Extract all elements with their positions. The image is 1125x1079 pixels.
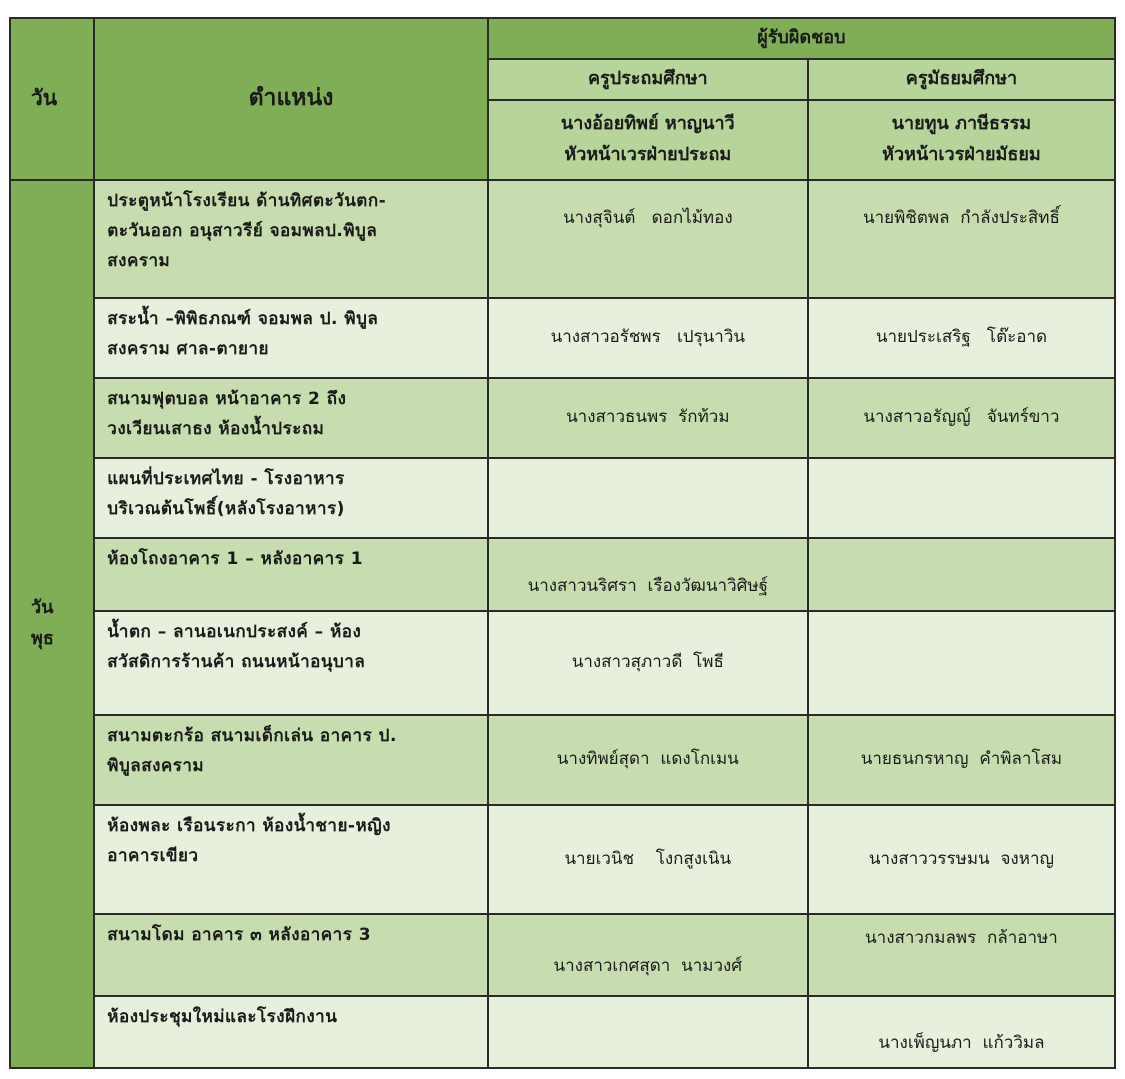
primary-teacher-cell: นางสาวสุภาวดี โพธี xyxy=(488,611,808,715)
secondary-teacher-cell: นางสาววรรษมน จงหาญ xyxy=(808,805,1115,914)
day-line-1: วัน xyxy=(31,597,54,619)
primary-teacher-cell: นางสาวอรัชพร เปรุนาวิน xyxy=(488,298,808,378)
position-cell: ห้องโถงอาคาร 1 – หลังอาคาร 1 xyxy=(94,538,487,611)
responsible-header: ผู้รับผิดชอบ xyxy=(488,18,1115,59)
day-line-2: พุธ xyxy=(31,628,54,649)
table-row xyxy=(10,715,1115,805)
position-cell: สระน้ำ –พิพิธภณฑ์ จอมพล ป. พิบูล สงคราม ศาล-ตายาย xyxy=(94,298,487,378)
day-cell xyxy=(10,180,94,1068)
table-row xyxy=(10,996,1115,1068)
position-cell: สนามฟุตบอล หน้าอาคาร 2 ถึง วงเวียนเสาธง ห้องน้ำประถม xyxy=(94,378,487,458)
primary-head-title: หัวหน้าเวรฝ่ายประถม xyxy=(564,144,732,165)
secondary-teacher-cell: นางเพ็ญนภา แก้ววิมล xyxy=(808,996,1115,1068)
day-header: วัน xyxy=(10,18,94,180)
table-row xyxy=(10,378,1115,458)
primary-teacher-cell: นายเวนิช โงกสูงเนิน xyxy=(488,805,808,914)
position-cell: สนามโดม อาคาร ๓ หลังอาคาร 3 xyxy=(94,914,487,996)
secondary-head-cell xyxy=(808,100,1115,180)
secondary-head-title: หัวหน้าเวรฝ่ายมัธยม xyxy=(882,144,1041,165)
secondary-teacher-cell: นางสาวกมลพร กล้าอาษา xyxy=(808,914,1115,996)
table-row xyxy=(10,805,1115,914)
position-cell: แผนที่ประเทศไทย - โรงอาหาร บริเวณต้นโพธิ์(หลังโรงอาหาร) xyxy=(94,458,487,538)
primary-teacher-cell: นางทิพย์สุดา แดงโกเมน xyxy=(488,715,808,805)
table-row xyxy=(10,538,1115,611)
secondary-teacher-cell xyxy=(808,538,1115,611)
position-cell: ประตูหน้าโรงเรียน ด้านทิศตะวันตก- ตะวันออก อนุสาวรีย์ จอมพลป.พิบูล สงคราม xyxy=(94,180,487,298)
primary-head-name: นางอ้อยทิพย์ หาญนาวี xyxy=(560,113,735,135)
table-row xyxy=(10,180,1115,298)
primary-teacher-cell: นางสาวนริศรา เรืองวัฒนาวิศิษฐ์ xyxy=(488,538,808,611)
secondary-teacher-cell: นายพิชิตพล กำลังประสิทธิ์ xyxy=(808,180,1115,298)
primary-head-cell xyxy=(488,100,808,180)
primary-teacher-header: ครูประถมศึกษา xyxy=(488,59,808,100)
duty-roster-table xyxy=(9,17,1116,1069)
secondary-teacher-cell: นางสาวอรัญญ์ จันทร์ขาว xyxy=(808,378,1115,458)
table-row xyxy=(10,914,1115,996)
primary-teacher-cell: นางสาวธนพร รักท้วม xyxy=(488,378,808,458)
table-row xyxy=(10,611,1115,715)
secondary-teacher-cell xyxy=(808,458,1115,538)
primary-teacher-cell: นางสาวเกศสุดา นามวงศ์ xyxy=(488,914,808,996)
secondary-teacher-cell: นายธนกรหาญ คำพิลาโสม xyxy=(808,715,1115,805)
table-row xyxy=(10,458,1115,538)
secondary-head-name: นายทูน ภาษีธรรม xyxy=(891,113,1032,135)
table-row xyxy=(10,298,1115,378)
position-cell: สนามตะกร้อ สนามเด็กเล่น อาคาร ป. พิบูลสงคราม xyxy=(94,715,487,805)
secondary-teacher-cell: นายประเสริฐ โต๊ะอาด xyxy=(808,298,1115,378)
primary-teacher-cell: นางสุจินต์ ดอกไม้ทอง xyxy=(488,180,808,298)
position-header: ตำแหน่ง xyxy=(94,18,487,180)
position-cell: ห้องพละ เรือนระกา ห้องน้ำชาย-หญิง อาคารเขียว xyxy=(94,805,487,914)
position-cell: ห้องประชุมใหม่และโรงฝึกงาน xyxy=(94,996,487,1068)
primary-teacher-cell xyxy=(488,458,808,538)
primary-teacher-cell xyxy=(488,996,808,1068)
secondary-teacher-cell xyxy=(808,611,1115,715)
secondary-teacher-header: ครูมัธยมศึกษา xyxy=(808,59,1115,100)
position-cell: น้ำตก – ลานอเนกประสงค์ – ห้อง สวัสดิการร้านค้า ถนนหน้าอนุบาล xyxy=(94,611,487,715)
